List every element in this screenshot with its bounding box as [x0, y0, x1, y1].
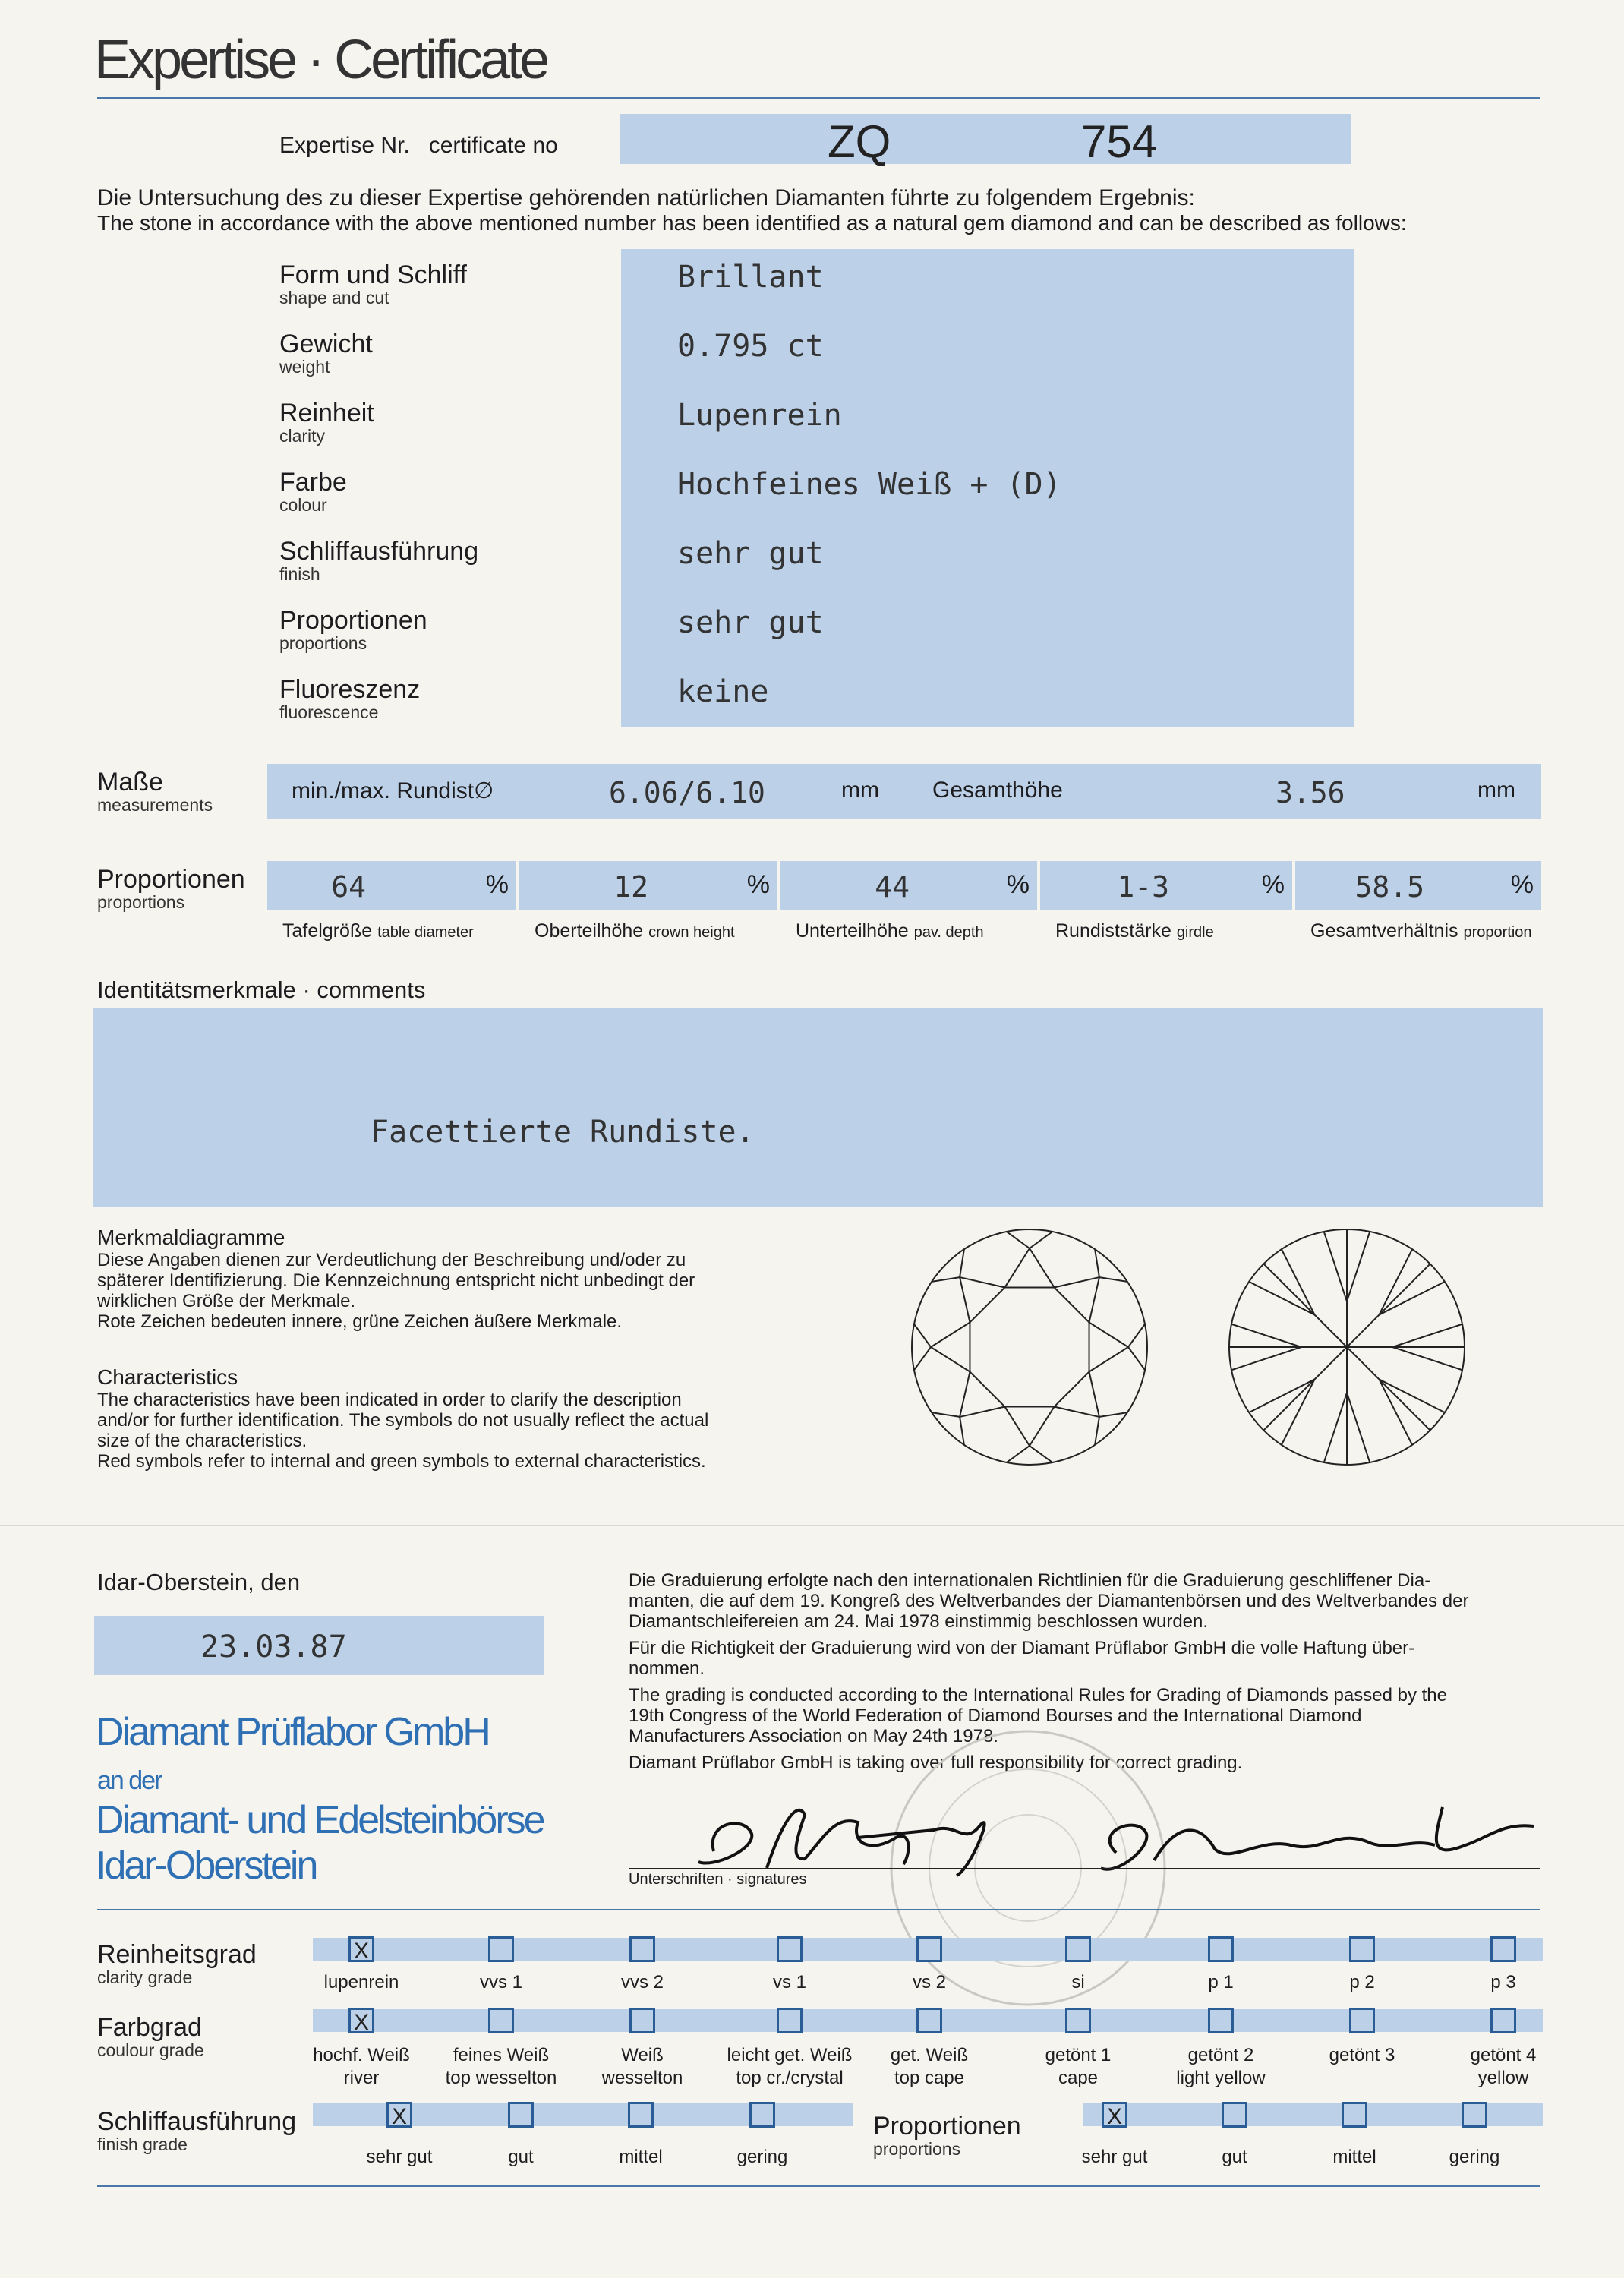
diagram-line-en: and/or for further identification. The symbols do not usually reflect the actual [97, 1410, 709, 1431]
option-label-line2: yellow [1477, 2068, 1529, 2088]
option-label-line2: top cr./crystal [736, 2068, 844, 2088]
colour-grade-option-label [574, 2044, 711, 2090]
proportion-caption-en: crown height [648, 924, 735, 941]
clarity-grade-option-label [721, 1971, 858, 1994]
proportion-grade-checkbox[interactable] [1462, 2102, 1487, 2128]
proportion-grade-option-label [1406, 2146, 1543, 2169]
proportion-caption-de: Rundiststärke [1055, 920, 1171, 942]
comments-value: Facettierte Rundiste. [371, 1115, 755, 1150]
proportion-grade-checkbox[interactable] [1222, 2102, 1247, 2128]
diagram-title-de: Merkmaldiagramme [97, 1226, 285, 1249]
colour-grade-option-label [861, 2044, 998, 2090]
finish-grade-checkbox[interactable] [749, 2102, 775, 2128]
property-label-block [279, 469, 347, 514]
clarity-grade-option-label [1153, 1971, 1289, 1994]
colour-grade-option-label [721, 2044, 858, 2090]
proportions-label-block [97, 866, 245, 911]
clarity-grade-checkbox[interactable] [1490, 1936, 1516, 1962]
clarity-grade-checkbox[interactable] [777, 1936, 803, 1962]
colour-grade-option-label [433, 2044, 569, 2090]
proportion-caption-en: girdle [1176, 924, 1214, 941]
colour-grade-checkbox[interactable] [1208, 2008, 1234, 2033]
certificate-no-prefix: ZQ [828, 116, 891, 167]
diagram-text-de [97, 1226, 818, 1332]
proportion-value: 44 [875, 870, 910, 904]
proportion-caption [1055, 920, 1214, 942]
clarity-grade-checkbox[interactable] [1208, 1936, 1234, 1962]
proportion-caption-de: Tafelgröße [282, 920, 373, 942]
diagram-text-en [97, 1365, 818, 1472]
clarity-grade-option-label [1294, 1971, 1430, 1994]
legal-responsibility: Diamant Prüflabor GmbH is taking over full responsibility for correct grading. [629, 1753, 1243, 1773]
option-label-line1: si [1071, 1972, 1085, 1992]
property-label: Schliffausführung [279, 537, 479, 566]
property-sublabel: finish [279, 564, 320, 584]
colour-grade-checkbox[interactable] [1490, 2008, 1516, 2033]
property-value: Brillant [677, 260, 824, 295]
legal-line: The grading is conducted according to the International Rules for Grading of Diamonds passed by the [629, 1685, 1447, 1705]
colour-grade-checkbox[interactable] [488, 2008, 514, 2033]
proportions-sub: proportions [97, 892, 185, 912]
option-label-line2: top cape [894, 2068, 965, 2088]
finish-grade-option-label [453, 2146, 589, 2169]
proportion-caption-de: Unterteilhöhe [796, 920, 909, 942]
proportion-box [1040, 861, 1292, 910]
proportion-caption-de: Oberteilhöhe [535, 920, 644, 942]
diagram-line-de: wirklichen Größe der Merkmale. [97, 1291, 356, 1311]
property-label-block [279, 538, 478, 583]
proportion-percent: % [746, 870, 770, 899]
property-value: keine [677, 674, 769, 709]
option-label-line1: gut [1222, 2147, 1247, 2167]
intro-english: The stone in accordance with the above mentioned number has been identified as a natural gem diamond and can be described as follows: [97, 211, 1407, 235]
colour-grade-option-label [1435, 2044, 1572, 2090]
diagram-line-en: The characteristics have been indicated in order to clarify the description [97, 1390, 682, 1410]
property-sublabel: fluorescence [279, 702, 379, 722]
option-label-line1: get. Weiß [890, 2045, 969, 2065]
clarity-grade-checkbox[interactable] [629, 1936, 655, 1962]
property-label-block [279, 607, 427, 652]
girdle-value: 6.06/6.10 [609, 776, 765, 809]
option-label-line1: sehr gut [1081, 2147, 1148, 2167]
proportion-box [780, 861, 1037, 910]
proportion-caption [282, 920, 474, 942]
finish-grade-label: Schliffausführung [97, 2107, 297, 2136]
property-label-block [279, 676, 420, 721]
finish-grade-checkbox[interactable]: X [386, 2102, 412, 2128]
option-label-line2: top wesselton [445, 2068, 557, 2088]
proportion-grade-checkbox[interactable]: X [1102, 2102, 1127, 2128]
finish-grade-option-label [694, 2146, 831, 2169]
option-label-line1: p 3 [1490, 1972, 1516, 1992]
certificate-no-label: Expertise Nr. certificate no [279, 133, 558, 158]
total-height-value: 3.56 [1276, 776, 1345, 809]
colour-grade-label: Farbgrad [97, 2013, 202, 2042]
option-label-line1: gut [508, 2147, 534, 2167]
measurements-box [267, 764, 1541, 819]
intro-german: Die Untersuchung des zu dieser Expertise gehörenden natürlichen Diamanten führte zu folgendem Ergebnis: [97, 185, 1195, 210]
finish-grade-option-label [572, 2146, 709, 2169]
property-sublabel: clarity [279, 426, 326, 446]
proportion-grade-checkbox[interactable] [1342, 2102, 1367, 2128]
property-sublabel: weight [279, 357, 330, 377]
diamond-pavilion-diagram [1218, 1218, 1476, 1476]
clarity-grade-checkbox[interactable] [1349, 1936, 1375, 1962]
option-label-line1: vvs 1 [479, 1972, 522, 1992]
proportion-caption-en: table diameter [377, 924, 474, 941]
property-value: Lupenrein [677, 398, 842, 433]
property-label: Proportionen [279, 606, 427, 635]
proportion-value: 58.5 [1354, 870, 1424, 904]
option-label-line1: gering [736, 2147, 788, 2167]
proportions-label: Proportionen [97, 865, 245, 894]
diagram-line-de: Rote Zeichen bedeuten innere, grüne Zeichen äußere Merkmale. [97, 1311, 623, 1332]
total-height-label: Gesamthöhe [932, 778, 1063, 803]
option-label-line1: getönt 4 [1470, 2045, 1537, 2065]
place-label: Idar-Oberstein, den [97, 1569, 301, 1595]
colour-grade-checkbox[interactable] [916, 2008, 942, 2033]
property-value: sehr gut [677, 605, 824, 640]
company-line2: Diamant- und Edelsteinbörse [96, 1798, 544, 1842]
colour-grade-option-label [1153, 2044, 1289, 2090]
option-label-line1: feines Weiß [453, 2045, 550, 2065]
property-sublabel: shape and cut [279, 288, 389, 308]
clarity-grade-checkbox[interactable] [488, 1936, 514, 1962]
option-label-line2: river [343, 2068, 380, 2088]
finish-grade-option-label [331, 2146, 468, 2169]
proportion-percent: % [1261, 870, 1285, 899]
property-label: Form und Schliff [279, 260, 467, 289]
measurements-sub: measurements [97, 795, 213, 815]
diagram-title-en: Characteristics [97, 1365, 238, 1389]
diamond-crown-diagram [900, 1218, 1159, 1476]
clarity-grade-checkbox[interactable]: X [348, 1936, 374, 1962]
clarity-grade-checkbox[interactable] [1065, 1936, 1091, 1962]
date-value: 23.03.87 [200, 1630, 347, 1664]
colour-grade-option-label [293, 2044, 430, 2090]
comments-box [93, 1008, 1543, 1207]
property-label: Farbe [279, 468, 347, 497]
colour-grade-checkbox[interactable] [1349, 2008, 1375, 2033]
diagram-description-de [97, 1250, 818, 1332]
clarity-grade-checkbox[interactable] [916, 1936, 942, 1962]
proportion-grade-option-label [1286, 2146, 1423, 2169]
company-an-der: an der [97, 1766, 162, 1795]
colour-grade-checkbox[interactable]: X [348, 2008, 374, 2033]
colour-grade-label-block [97, 2014, 204, 2059]
colour-grade-sub: coulour grade [97, 2040, 204, 2060]
legal-paragraph [629, 1638, 1547, 1679]
option-label-line1: hochf. Weiß [313, 2045, 410, 2065]
legal-paragraph [629, 1570, 1547, 1632]
company-name: Diamant Prüflabor GmbH [96, 1710, 489, 1754]
proportion-grade-option-label [1166, 2146, 1303, 2169]
diagram-line-de: späterer Identifizierung. Die Kennzeichnung entspricht nicht unbedingt der [97, 1270, 695, 1291]
option-label-line1: mittel [619, 2147, 663, 2167]
option-label-line1: gering [1449, 2147, 1500, 2167]
property-label: Fluoreszenz [279, 675, 421, 704]
certificate-no-number: 754 [1081, 116, 1158, 167]
property-label-block [279, 261, 467, 307]
girdle-unit: mm [841, 778, 879, 803]
legal-line: nommen. [629, 1658, 705, 1679]
signatures-rule [629, 1868, 1540, 1869]
proportion-caption-en: pav. depth [913, 924, 984, 941]
option-label-line1: Weiß [621, 2045, 664, 2065]
proportion-caption-en: proportion [1463, 924, 1532, 941]
legal-line: 19th Congress of the World Federation of Diamond Bourses and the International Diamond [629, 1705, 1362, 1726]
option-label-line1: vs 2 [912, 1972, 946, 1992]
finish-grade-checkbox[interactable] [508, 2102, 534, 2128]
proportion-caption [796, 920, 984, 942]
clarity-grade-option-label [433, 1971, 569, 1994]
colour-grade-option-label [1010, 2044, 1146, 2090]
colour-grade-checkbox[interactable] [629, 2008, 655, 2033]
option-label-line1: vs 1 [772, 1972, 806, 1992]
signatures-label: Unterschriften · signatures [629, 1871, 807, 1888]
option-label-line2: light yellow [1176, 2068, 1266, 2088]
proportion-percent: % [485, 870, 509, 899]
finish-grade-checkbox[interactable] [628, 2102, 654, 2128]
property-label-block [279, 399, 374, 445]
company-line3: Idar-Oberstein [96, 1844, 317, 1888]
legal-line: Diamantschleifereien am 24. Mai 1978 einstimmig beschlossen wurden. [629, 1611, 1209, 1632]
signatures [683, 1792, 1549, 1891]
grades-rule-top [97, 1909, 1540, 1910]
fold-line [0, 1525, 1624, 1526]
title-rule [97, 97, 1540, 99]
diagram-description-en [97, 1390, 818, 1472]
grades-rule-bottom [97, 2185, 1540, 2187]
clarity-grade-option-label [293, 1971, 430, 1994]
proportion-percent: % [1006, 870, 1030, 899]
option-label-line1: lupenrein [323, 1972, 399, 1992]
proportion-box [1295, 861, 1541, 910]
measurements-label-block [97, 768, 213, 814]
property-label: Gewicht [279, 330, 373, 358]
option-label-line2: wesselton [601, 2068, 683, 2088]
diagram-line-en: Red symbols refer to internal and green symbols to external characteristics. [97, 1451, 706, 1472]
measurements-label: Maße [97, 768, 163, 797]
finish-grade-label-block [97, 2108, 296, 2153]
comments-label: Identitätsmerkmale · comments [97, 977, 426, 1003]
option-label-line1: sehr gut [366, 2147, 433, 2167]
proportion-grade-label-block [873, 2112, 1021, 2158]
proportion-grade-label: Proportionen [873, 2112, 1021, 2141]
option-label-line1: getönt 1 [1045, 2045, 1112, 2065]
option-label-line1: getönt 3 [1329, 2045, 1395, 2065]
option-label-line2: cape [1058, 2068, 1099, 2088]
date-box [94, 1616, 544, 1675]
certificate-no-box [620, 114, 1351, 167]
diagram-line-en: size of the characteristics. [97, 1431, 307, 1451]
proportion-caption [1310, 920, 1532, 942]
property-value: Hochfeines Weiß + (D) [677, 467, 1061, 502]
option-label-line1: p 2 [1349, 1972, 1375, 1992]
proportion-value: 1-3 [1117, 870, 1169, 904]
legal-line: Manufacturers Association on May 24th 1978. [629, 1726, 998, 1746]
proportion-value: 12 [613, 870, 648, 904]
proportion-caption-de: Gesamtverhältnis [1310, 920, 1458, 942]
property-label-block [279, 330, 373, 376]
proportion-value: 64 [331, 870, 366, 904]
clarity-grade-label-block [97, 1941, 257, 1986]
total-height-unit: mm [1477, 778, 1515, 803]
girdle-label: min./max. Rundist∅ [292, 778, 494, 803]
proportion-box [519, 861, 777, 910]
legal-line: Die Graduierung erfolgte nach den internationalen Richtlinien für die Graduierung geschliffener Dia- [629, 1570, 1431, 1591]
proportion-percent: % [1510, 870, 1534, 899]
legal-line: Für die Richtigkeit der Graduierung wird von der Diamant Prüflabor GmbH die volle Haftung über- [629, 1638, 1415, 1658]
colour-grade-checkbox[interactable] [1065, 2008, 1091, 2033]
diagram-line-de: Diese Angaben dienen zur Verdeutlichung der Beschreibung und/oder zu [97, 1250, 686, 1270]
property-sublabel: proportions [279, 633, 367, 653]
proportion-caption [535, 920, 735, 942]
proportion-box [267, 861, 516, 910]
property-sublabel: colour [279, 495, 327, 515]
certificate-title: Expertise · Certificate [94, 30, 547, 90]
option-label-line1: mittel [1332, 2147, 1376, 2167]
clarity-grade-label: Reinheitsgrad [97, 1940, 257, 1969]
clarity-grade-option-label [1435, 1971, 1572, 1994]
option-label-line1: vvs 2 [620, 1972, 664, 1992]
clarity-grade-option-label [574, 1971, 711, 1994]
clarity-grade-option-label [1010, 1971, 1146, 1994]
option-label-line1: getönt 2 [1187, 2045, 1254, 2065]
property-label: Reinheit [279, 399, 374, 428]
proportion-grade-sub: proportions [873, 2139, 961, 2159]
clarity-grade-sub: clarity grade [97, 1967, 193, 1987]
option-label-line1: p 1 [1208, 1972, 1234, 1992]
clarity-grade-option-label [861, 1971, 998, 1994]
option-label-line1: leicht get. Weiß [727, 2045, 853, 2065]
colour-grade-option-label [1294, 2044, 1430, 2067]
property-value: sehr gut [677, 536, 824, 571]
finish-grade-sub: finish grade [97, 2134, 188, 2154]
property-value: 0.795 ct [677, 329, 824, 364]
colour-grade-checkbox[interactable] [777, 2008, 803, 2033]
legal-line: manten, die auf dem 19. Kongreß des Weltverbandes der Diamantenbörsen und des Weltverbandes der [629, 1591, 1469, 1611]
proportion-grade-option-label [1046, 2146, 1183, 2169]
